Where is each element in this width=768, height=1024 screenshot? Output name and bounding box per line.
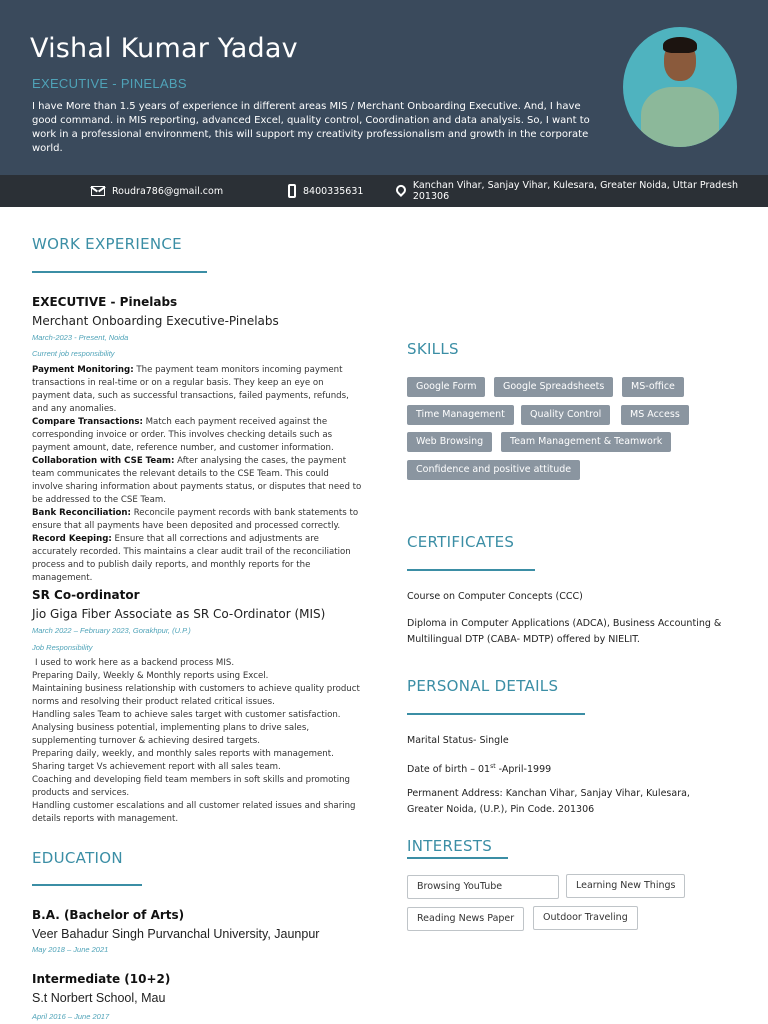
responsibility-text: Ensure that all corrections and adjustments are accurately recorded. This maintains a clear audit trail of the reconciliation process and to publish daily reports, and monthly reports for the management. [32,534,351,583]
responsibility-line: Preparing Daily, Weekly & Monthly reports using Excel. [32,671,269,681]
candidate-name: Vishal Kumar Yadav [30,33,298,64]
responsibility-line: Sharing target Vs achievement report with all sales team. [32,762,281,772]
job-date-1: March-2023 - Present, Noida [32,333,129,342]
education-degree-2: Intermediate (10+2) [32,972,171,986]
interest-chip: Outdoor Traveling [533,906,638,930]
responsibility-label: Record Keeping: [32,534,112,544]
responsibility-text: Match each payment received against the corresponding invoice or order. This involves checking details such as payment amount, date, reference number, and customer information. [32,417,334,453]
location-pin-icon [394,182,408,196]
responsibility-line: Handling sales Team to achieve sales target with customer satisfaction. [32,710,341,720]
contact-address [396,175,768,207]
candidate-role: EXECUTIVE - PINELABS [32,76,187,91]
responsibility-line: Analysing business potential, implementing plans to drive sales, supplementing turnover & achieving desired targets. [32,723,310,746]
profile-photo [623,27,737,147]
work-experience-divider [32,271,207,273]
responsibility-line: Maintaining business relationship with customers to achieve quality product norms and resolving their product related critical issues. [32,684,360,707]
job-section-label-1: Current job responsibility [32,349,115,358]
certificates-heading: CERTIFICATES [407,533,515,551]
responsibility-line: Preparing daily, weekly, and monthly sales reports with management. [32,749,334,759]
address-text: Kanchan Vihar, Sanjay Vihar, Kulesara, Greater Noida, Uttar Pradesh 201306 [412,180,739,202]
phone-text: 8400335631 [303,185,364,197]
certificate-item-1: Course on Computer Concepts (CCC) [407,591,583,602]
education-degree-1: B.A. (Bachelor of Arts) [32,908,185,922]
responsibility-text: Reconcile payment records with bank statements to ensure that all payments have been deposited and processed correctly. [32,508,359,531]
contact-phone[interactable] [288,175,363,207]
job-title-1: EXECUTIVE - Pinelabs [32,295,178,309]
responsibility-text: The payment team monitors incoming payment transactions in real-time or on a regular basis. They keep an eye on payment data, such as successful transactions, failed payments, refunds, and any anomalies. [32,365,349,414]
dob-superscript: st [490,763,496,770]
responsibility-label: Payment Monitoring: [32,365,134,375]
responsibility-item [32,416,362,455]
interest-chip: Browsing YouTube [407,875,559,899]
interests-heading: INTERESTS [407,837,493,855]
education-date-2: April 2016 – June 2017 [32,1012,110,1021]
dob-prefix: Date of birth – 01 [407,764,491,776]
job-responsibilities-2 [32,657,362,826]
skill-chip: MS Access [621,405,689,425]
job-date-2: March 2022 – February 2023, Gorakhpur, (U.P.) [32,626,191,635]
contact-email[interactable] [91,175,223,207]
responsibility-line: Coaching and developing field team members in soft skills and promoting products and services. [32,775,351,798]
work-experience-heading: WORK EXPERIENCE [32,235,182,253]
skill-chip: Google Spreadsheets [494,377,613,397]
responsibility-item [32,533,362,585]
photo-body-shape [641,87,719,147]
date-of-birth [407,759,551,778]
skills-heading: SKILLS [407,340,459,358]
marital-status: Marital Status- Single [407,735,509,746]
job-subtitle-2: Jio Giga Fiber Associate as SR Co-Ordinator (MIS) [32,607,326,621]
interest-chip: Reading News Paper [407,907,524,931]
education-institution-2: S.t Norbert School, Mau [32,991,166,1005]
education-divider [32,884,142,886]
responsibility-text: After analysing the cases, the payment team communicates the relevant details to the CSE Team. This could involve sharing information about payments status, or disputes that need to be addressed to the CSE Team. [32,456,362,505]
contact-bar [0,175,768,207]
education-institution-1: Veer Bahadur Singh Purvanchal University, Jaunpur [32,927,320,941]
dob-suffix: -April-1999 [495,764,552,776]
responsibility-item [32,507,362,533]
mail-icon [91,186,105,196]
permanent-address: Permanent Address: Kanchan Vihar, Sanjay Vihar, Kulesara, Greater Noida, (U.P.), Pin Code. 201306 [407,788,690,815]
job-section-label-2: Job Responsibility [32,643,93,652]
photo-hair-shape [663,37,697,53]
responsibility-label: Bank Reconciliation: [32,508,131,518]
job-title-2: SR Co-ordinator [32,588,140,602]
skill-chip: Google Form [407,377,485,397]
responsibility-label: Collaboration with CSE Team: [32,456,175,466]
job-responsibilities-1 [32,364,362,585]
certificates-divider [407,569,535,571]
skill-chip: Confidence and positive attitude [407,460,580,480]
skill-chip: Team Management & Teamwork [501,432,671,452]
personal-details-heading: PERSONAL DETAILS [407,677,559,695]
skill-chip: MS-office [622,377,684,397]
responsibility-item [32,455,362,507]
skill-chip: Quality Control [521,405,610,425]
responsibility-line: I used to work here as a backend process MIS. [35,658,235,668]
education-date-1: May 2018 – June 2021 [32,945,109,954]
resume-header [0,0,768,175]
responsibility-item [32,364,362,416]
responsibility-label: Compare Transactions: [32,417,143,427]
interest-chip: Learning New Things [566,874,685,898]
job-subtitle-1: Merchant Onboarding Executive-Pinelabs [32,314,279,328]
skill-chip: Time Management [407,405,514,425]
interests-divider [407,857,508,859]
personal-details-divider [407,713,585,715]
email-text: Roudra786@gmail.com [112,185,224,197]
responsibility-line: Handling customer escalations and all customer related issues and sharing details reports with management. [32,801,356,824]
education-heading: EDUCATION [32,849,123,867]
phone-icon [288,184,296,198]
skill-chip: Web Browsing [407,432,492,452]
certificate-item-2: Diploma in Computer Applications (ADCA), Business Accounting & Multilingual DTP (CABA- MDTP) offered by NIELIT. [407,618,722,645]
profile-summary: I have More than 1.5 years of experience in different areas MIS / Merchant Onboarding Executive. And, I have good command. in MIS reporting, advanced Excel, quality control, Coordination and data analysis. So, I want to work in a professional environment, this will support my creativity professionalism and growth in the corporate world. [32,101,590,154]
